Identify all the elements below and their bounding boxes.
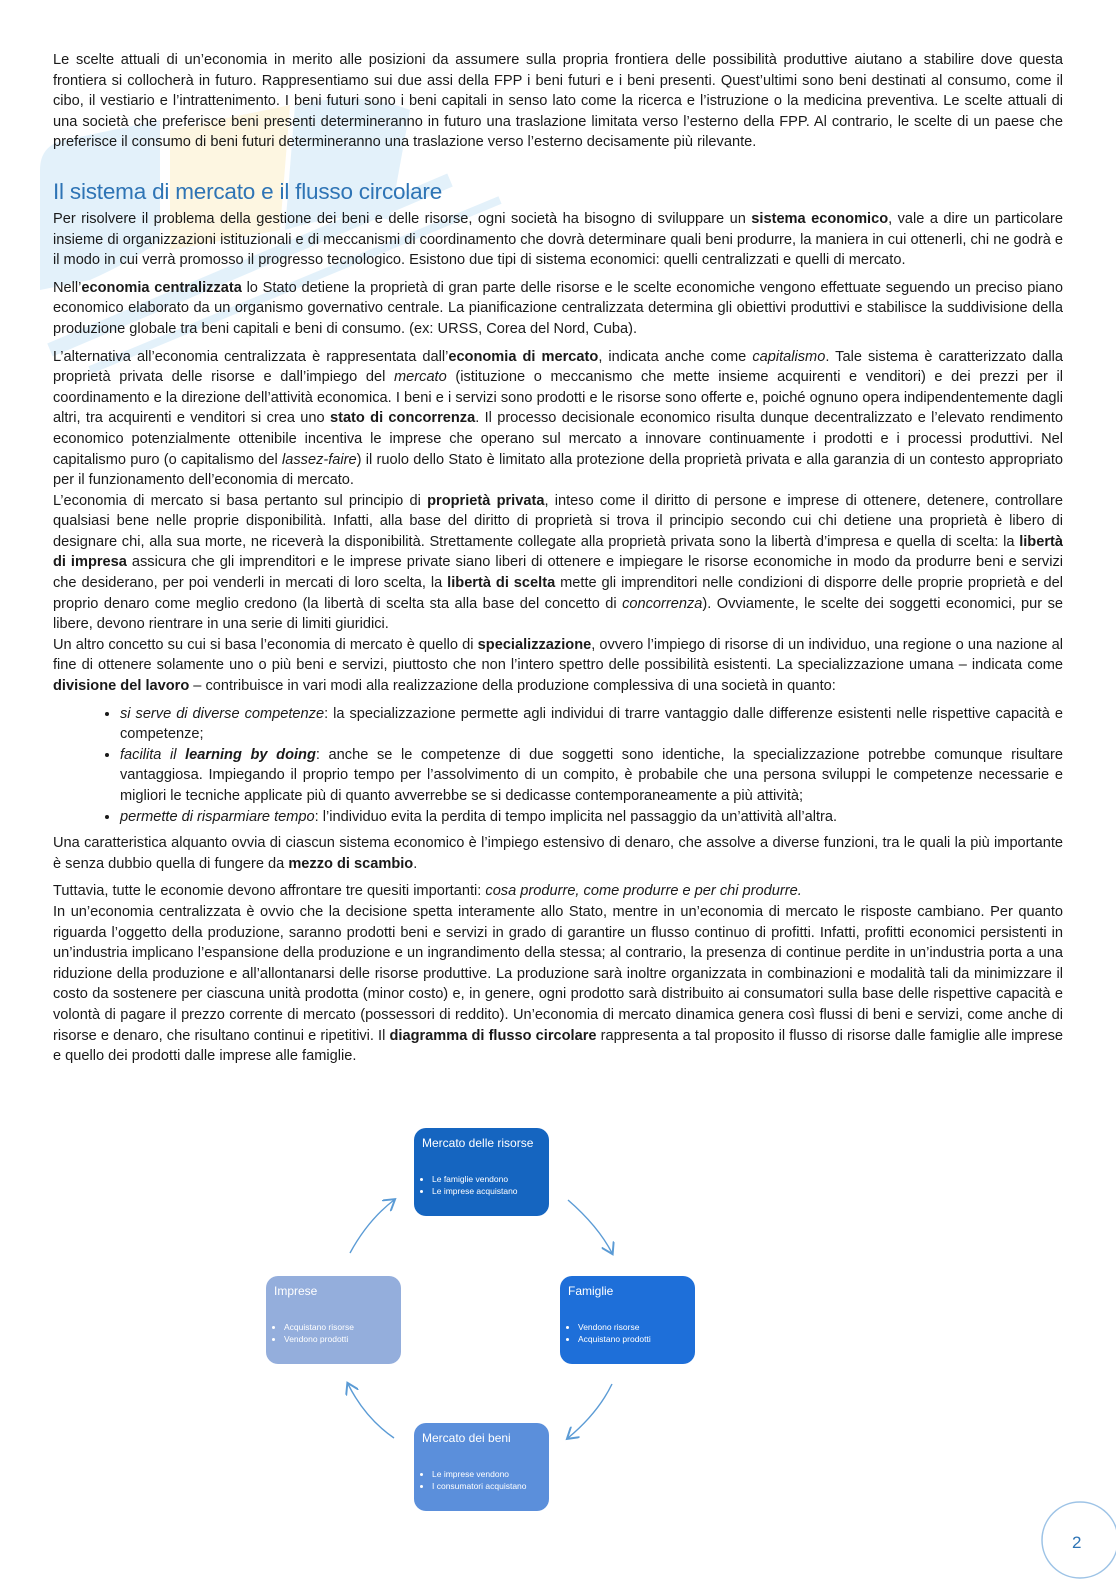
term-sistema-economico: sistema economico	[751, 210, 889, 227]
term-mezzo-di-scambio: mezzo di scambio	[288, 855, 414, 872]
arrow-imprese-to-risorse	[350, 1200, 394, 1253]
intro-paragraph: Le scelte attuali di un’economia in merito alle posizioni da assumere sulla propria frontiera delle possibilità produttive aiutano a stabilire dove questa frontiera si collocherà in futuro. Rappresentiamo sui due assi della FPP i beni futuri e i beni presenti. Quest’ultimi sono beni destinati al consumo, come il cibo, il vestiario e l’intrattenimento. I beni futuri sono i beni capitali in senso lato come la ricerca e l’istruzione o la medicina preventiva. Le scelte attuali di una società che preferisce beni presenti determineranno in futuro una traslazione limitata verso l’esterno della FPP. Al contrario, le scelte di un paese che preferisce il consumo di beni futuri determineranno una traslazione verso l’esterno decisamente più rilevante.	[53, 52, 1063, 151]
node-title: Mercato dei beni	[422, 1431, 511, 1445]
node-item: • Le famiglie vendono	[432, 1173, 541, 1185]
node-title: Imprese	[274, 1284, 318, 1298]
paragraph-denaro: Una caratteristica alquanto ovvia di ciascun sistema economico è l’impiego estensivo di denaro, che assolve a diverse funzioni, tra le quali la più importante è senza dubbio quella di fungere da mezzo di scambio.	[53, 835, 1063, 872]
node-title: Famiglie	[568, 1284, 614, 1298]
page-number: 2	[1072, 1533, 1082, 1552]
section-title: Il sistema di mercato e il flusso circolare	[53, 178, 443, 204]
node-item: • Vendono prodotti	[284, 1333, 393, 1345]
node-item: • Vendono risorse	[578, 1321, 687, 1333]
term-diagramma-flusso-circolare: diagramma di flusso circolare	[389, 1027, 597, 1044]
node-item: • Acquistano risorse	[284, 1321, 393, 1333]
paragraph-economia-di-mercato: L’alternativa all’economia centralizzata è rappresentata dall’economia di mercato, indicata anche come capitalismo. Tale sistema è caratterizzato dalla proprietà privata delle risorse e dall’impiego del mercato (istituzione o meccanismo che mette insieme acquirenti e venditori) e dei prezzi per il coordinamento e la direzione dell’attività economica. I beni e i servizi sono prodotti e le risorse sono offerte e, poiché ognuno opera indipendentemente dagli altri, tra acquirenti e venditori si crea uno stato di concorrenza. Il processo decisionale economico risulta dunque decentralizzato e l’elevato rendimento economico potenzialmente ottenibile incentiva le imprese che operano sul mercato a innovare continuamente i prodotti e i processi produttivi. Nel capitalismo puro (o capitalismo del lassez-faire) il ruolo dello Stato è limitato alla protezione della proprietà privata e alla garanzia di un contesto appropriato per il funzionamento dell’economia di mercato.	[53, 348, 1063, 489]
paragraph-flusso-circolare: In un’economia centralizzata è ovvio che la decisione spetta interamente allo Stato, mentre in un’economia di mercato le risposte cambiano. Per quanto riguarda l’oggetto della produzione, saranno prodotti beni e servizi in grado di garantire un flusso continuo di profitti. Infatti, profitti economici persistenti in un’industria implicano l’espansione della produzione e un ingrandimento della stessa; al contrario, la presenza di continue perdite in un’industria porta a una riduzione della produzione e all’allontanarsi delle risorse produttive. La produzione sarà inoltre organizzata in combinazioni e modalità tali da minimizzare il costo da sostenere per ciascuna unità prodotta (minor costo) e, in genere, ogni prodotto sarà distribuito ai consumatori sulla base delle rispettive capacità e volontà di pagare il prezzo corrente di mercato (possessori di reddito). Un’economia di mercato dinamica genera così flussi di beni e servizi, come anche di risorse e denaro, che risultano continui e ripetitivi. Il diagramma di flusso circolare rappresenta a tal proposito il flusso di risorse dalle famiglie alle imprese e quello dei prodotti dalle imprese alle famiglie.	[53, 903, 1064, 1065]
paragraph-specializzazione: Un altro concetto su cui si basa l’economia di mercato è quello di specializzazione, ovvero l’impiego di risorse di un individuo, una regione o una nazione al fine di ottenere solamente uno o più beni e servizi, piuttosto che non l’intero spettro delle possibilità esistenti. La specializzazione umana – indicata come divisione del lavoro – contribuisce in vari modi alla realizzazione della produzione complessiva di una società in quanto:	[53, 636, 1063, 695]
arrow-famiglie-to-beni	[568, 1384, 612, 1438]
page-number-badge	[1040, 1500, 1116, 1580]
term-liberta-di-impresa: libertà di impresa	[53, 533, 1063, 571]
term-proprieta-privata: proprietà privata	[427, 492, 545, 509]
document-body	[53, 50, 1063, 1074]
benefits-list	[53, 704, 1063, 828]
term-liberta-di-scelta: libertà di scelta	[447, 575, 556, 592]
arrow-beni-to-imprese	[348, 1384, 394, 1438]
term-economia-di-mercato: economia di mercato	[448, 348, 599, 365]
node-item: • Le imprese acquistano	[432, 1185, 541, 1197]
list-item: • si serve di diverse competenze: la specializzazione permette agli individui di trarre vantaggio dalle differenze esistenti nelle rispettive capacità e competenze;	[120, 704, 1063, 745]
paragraph-economia-centralizzata: Nell’economia centralizzata lo Stato detiene la proprietà di gran parte delle risorse e le scelte economiche vengono effettuate seguendo un preciso piano economico elaborato da un organismo governativo centrale. La pianificazione centralizzata determina gli obiettivi produttivi e stabilisce la suddivisione della produzione globale tra beni capitali e beni di consumo. (ex: URSS, Corea del Nord, Cuba).	[53, 279, 1063, 337]
node-item: • Acquistano prodotti	[578, 1333, 687, 1345]
flow-arrows	[260, 1128, 710, 1518]
list-item: • permette di risparmiare tempo: l’individuo evita la perdita di tempo implicita nel passaggio da un’attività all’altra.	[120, 807, 1063, 828]
paragraph-quesiti: Tuttavia, tutte le economie devono affrontare tre quesiti importanti: cosa produrre, come produrre e per chi produrre.	[53, 883, 802, 900]
circular-flow-diagram	[260, 1128, 710, 1518]
list-item: • facilita il learning by doing: anche se le competenze di due soggetti sono identiche, la specializzazione potrebbe comunque risultare vantaggiosa. Impiegando il proprio tempo per l’assolvimento di un compito, è probabile che una persona sviluppi le competenze necessarie e migliori le tecniche applicate più di quanto avverrebbe se si dedicasse contemporaneamente a più attività;	[120, 745, 1063, 807]
node-item: • Le imprese vendono	[432, 1468, 541, 1480]
node-item: • I consumatori acquistano	[432, 1480, 541, 1492]
paragraph-sistema-economico: Per risolvere il problema della gestione dei beni e delle risorse, ogni società ha bisogno di sviluppare un sistema economico, vale a dire un particolare insieme di organizzazioni istituzionali e di meccanismi di coordinamento che dovrà determinare quali beni produrre, la maniera in cui ottenerli, chi ne godrà e il modo in cui verrà promosso il progresso tecnologico. Esistono due tipi di sistema economici: quelli centralizzati e quelli di mercato.	[53, 210, 1063, 269]
term-divisione-del-lavoro: divisione del lavoro	[53, 678, 190, 695]
term-stato-di-concorrenza: stato di concorrenza	[329, 410, 476, 427]
term-economia-centralizzata: economia centralizzata	[81, 279, 242, 296]
arrow-risorse-to-famiglie	[568, 1200, 612, 1253]
node-title: Mercato delle risorse	[422, 1136, 534, 1150]
paragraph-proprieta-privata: L’economia di mercato si basa pertanto sul principio di proprietà privata, inteso come il diritto di persone e imprese di ottenere, detenere, controllare qualsiasi bene nelle proprie disponibilità. Infatti, alla base del diritto di proprietà si trova il principio secondo cui chi detiene una proprietà è libero di designare chi, alla sua morte, ne riceverà la disponibilità. Strettamente collegate alla proprietà privata sono la libertà d’impresa e quella di scelta: la libertà di impresa assicura che gli imprenditori e le imprese private siano liberi di ottenere e impiegare le risorse economiche in modo da produrre beni e servizi che desiderano, per poi venderli in mercati di loro scelta, la libertà di scelta mette gli imprenditori nelle condizioni di disporre delle proprie proprietà e del proprio denaro come meglio credono (la libertà di scelta sta alla base del concetto di concorrenza). Ovviamente, le scelte dei soggetti economici, pur se libere, devono rientrare in una serie di limiti giuridici.	[53, 492, 1063, 633]
term-specializzazione: specializzazione	[477, 636, 592, 653]
